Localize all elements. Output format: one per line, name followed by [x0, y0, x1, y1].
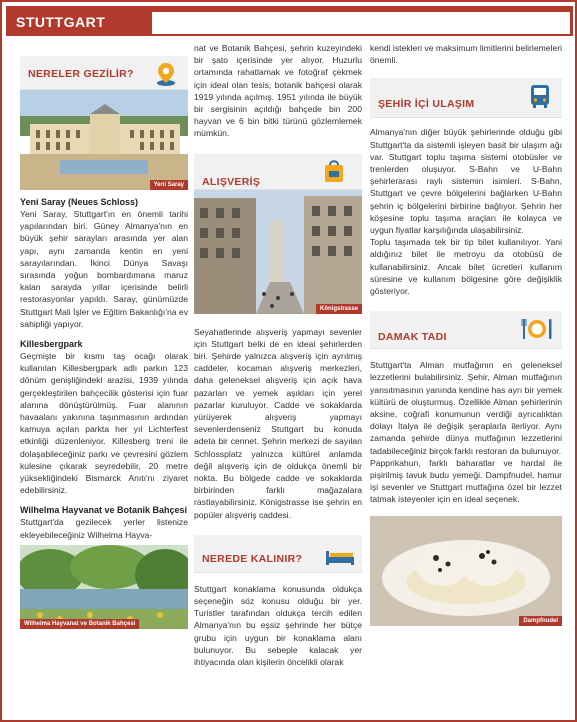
transport-heading: ŞEHİR İÇİ ULAŞIM	[378, 98, 475, 111]
column-left	[20, 42, 188, 629]
dampfnudel-caption: Dampfnudel	[519, 616, 562, 626]
food-banner	[370, 311, 562, 349]
food-paragraph-2: Papprikahun, farklı baharatlar ve hardal ile pişirilmiş tavuk budu yemeği. Dampfnudel, hamur işi sevenler ve Stuttgart mutfağına özel bir lezzet tatmak isteyenler için en ideal seçenek.	[370, 457, 562, 505]
yeni-saray-caption: Yeni Saray	[150, 180, 188, 190]
page-title: STUTTGART	[14, 12, 138, 34]
header-blank-bar	[152, 12, 570, 34]
street-illustration	[194, 190, 362, 314]
wilhelma-paragraph-start: Stuttgart'da gezilecek yerler listenize ekleyebileceğiniz Wilhelma Hayva-	[20, 517, 188, 540]
map-pin-icon	[152, 60, 180, 88]
garden-illustration	[20, 545, 188, 629]
stay-heading: NEREDE KALINIR?	[202, 552, 303, 565]
killesberg-heading: Killesbergpark	[20, 339, 83, 350]
food-paragraph-1: Stuttgart'ta Alman mutfağının en geleneksel lezzetlerini bulabilirsiniz. Şehir, Alman mutfağının yansıtmasının yanında kendine has ayrı bir yemek kültürü de oluşturmuş. Özellikle Alman şehirlerinin aksine, coğrafi konumunun verdiği ayrıcalıktan dolayı İtalya ile değişik şeraplarla ilerliyor. Aynı zamanda şehirde dünya mutfağının lezzetlerini tadabileceğiniz birçok farklı restoran da bulunuyor.	[370, 360, 562, 456]
konigstrasse-caption: Königstrasse	[316, 304, 362, 314]
page-header	[6, 6, 573, 36]
column-right	[370, 42, 562, 626]
killesberg-paragraph: Geçmişte bir kısmı taş ocağı olarak kullanılan Killesbergpark adlı parkın 123 dönüm genişliğindeki arazisi, 1939 yılında gerçekleştirilen bahçecilik gösterisi için fuar alanına dönüştürülmüş. Fuar alanının havaalanı yakınına taşınmasının ardından kamuya açılan parkta her yıl Lichterfest etkinliği düzenleniyor. Killesberg treni ile dolaşabileceğiniz parkı ve çevresini gözlem kulesine çıkarak seyredebilir, 20 metre yüksekliğindeki Bismarck Anıtı'nı ziyaret edebilirsiniz.	[20, 351, 188, 496]
shopping-bag-icon	[320, 156, 348, 184]
stay-paragraph: Stuttgart konaklama konusunda oldukça seçeneğin söz konusu olduğu bir yer. Turistler tarafından oldukça tercih edilen Almanya'nın bu eşsiz şehrinde her bütçe grubu için uygun bir konaklama alanı bulunuyor. Bu sebeple kalacak yer ihtiyacında olan kişilerin öncelikli olarak	[194, 583, 362, 668]
bus-icon	[526, 82, 554, 110]
food-heading: DAMAK TADI	[378, 331, 447, 344]
dampfnudel-photo	[370, 516, 562, 626]
bed-icon	[324, 541, 356, 569]
cutlery-plate-icon	[520, 315, 554, 343]
konigstrasse-photo	[194, 190, 362, 314]
wilhelma-caption: Wilhelma Hayvanat ve Botanik Bahçesi	[20, 619, 139, 629]
yeni-saray-heading: Yeni Saray (Neues Schloss)	[20, 197, 139, 207]
transport-paragraph-1: Almanya'nın diğer büyük şehirlerinde olduğu gibi Stuttgart'ta da sistemli işleyen basit bir ulaşım ağı var. Stuttgart toplu taşıma sistemi otobüsler ve trenlerden oluşuyor. S-Bahn ve U-Bahn şehirlerarası raylı sistemin isimleri. S-Bahn, Stuttgart ve çevre bölgelerini bağlarken U-Bahn şehrin iç bölgelerini birbirine bağlıyor. Şehrin her köşesine toplu taşıma araçları ile kolayca ve uygun fiyatlar karşılığında ulaşabilirsiniz.	[370, 127, 562, 236]
wilhelma-paragraph-cont: nat ve Botanik Bahçesi, şehrin kuzeyindeki bir şato içerisinde yer alıyor. Huzurlu ortamında rahatlamak ve fotoğraf çekmek için ideal olan tesis, botanik bahçesi olarak 1919 yılında açılmış. 1951 yılında ile büyük bir sergisinin açıldığı bahçede bin 200 hayvan ve 6 bin bitki türünü gözlemlemek mümkün.	[194, 43, 362, 139]
stay-banner	[194, 535, 362, 573]
transport-banner	[370, 78, 562, 118]
shopping-banner	[194, 154, 362, 190]
palace-illustration	[20, 90, 188, 190]
wilhelma-heading: Wilhelma Hayvanat ve Botanik Bahçesi	[20, 505, 187, 516]
shopping-paragraph: Seyahatlerinde alışveriş yapmayı sevenler için Stuttgart belki de en ideal şehirlerden biri. Şehirde yalnızca alışveriş için ayrılmış caddeler, kocaman alışveriş merkezleri, daha geleneksel alışveriş için açık hava pazarları ve yemek aşıkları için yerel pazarlar kuruluyor. Cadde ve sokaklarda yürüyerek alışveriş yapmayı sevenlerdenseniz Stuttgart bu konuda adeta bir cennet. Şehrin merkezi de sayılan Schlossplatz yalnızca kültürel anlamda değil alışveriş için de oldukça önemli bir nokta. Bu bölgede cadde ve sokaklarda birbirinden farklı mağazalara rastlayabilirsiniz. Königstrasse ise şehrin en popüler alışveriş caddesi.	[194, 326, 362, 520]
yeni-saray-paragraph: Yeni Saray, Stuttgart'ın en önemli tarihi yapılarından biri. Güney Almanya'nın en büyük şehir sarayları arasında yer alan yapı, aynı zamanda kentin en yeni sarayılarından. İkinci Dünya Savaşı sırasında yoğun bombardımana maruz kalan sarayda yıllar içerisinde belirli restorasyonlar yapıldı. Saray, günümüzde Stuttgart Mali İşler ve Eğitim Bakanlığı'na ev sahipliği yapıyor.	[20, 209, 188, 329]
column-middle	[194, 42, 362, 668]
dessert-illustration	[370, 516, 562, 626]
yeni-saray-photo	[20, 90, 188, 190]
places-banner	[20, 56, 188, 90]
places-heading: NERELER GEZİLİR?	[28, 68, 134, 80]
stay-paragraph-cont: kendi istekleri ve maksimum limitlerini belirlemeleri önemli.	[370, 43, 562, 66]
transport-paragraph-2: Toplu taşımada tek bir tip bilet kullanılıyor. Yani aldığınız bilet ile metroyu da otobüsü de kullanabilirsiniz. Ancak bilet ücretleri kullanım süresine ve kullanım bölgesine göre değişiklik gösteriyor.	[370, 237, 562, 297]
shopping-heading: ALIŞVERİŞ	[202, 175, 261, 188]
wilhelma-photo	[20, 545, 188, 629]
